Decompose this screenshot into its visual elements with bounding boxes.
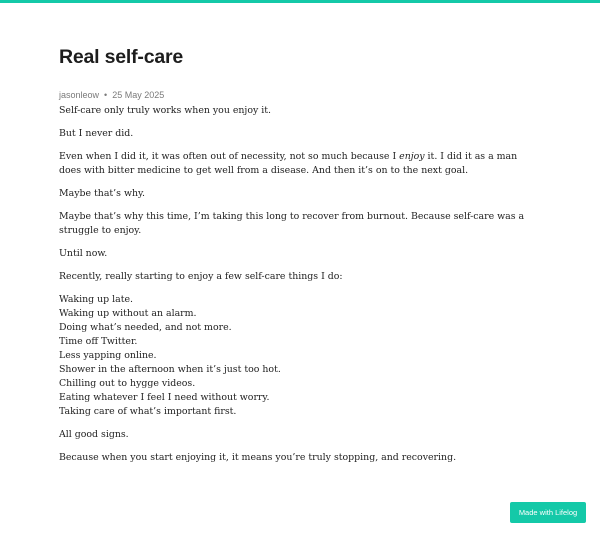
- list-item: Waking up without an alarm.: [59, 308, 197, 319]
- post-content: [59, 104, 539, 465]
- list-item: Chilling out to hygge videos.: [59, 378, 196, 389]
- top-accent-bar: [0, 0, 600, 3]
- paragraph: All good signs.: [59, 429, 129, 440]
- paragraph: Maybe that’s why.: [59, 188, 146, 199]
- list-item: Shower in the afternoon when it’s just too hot.: [59, 364, 281, 375]
- paragraph: Maybe that’s why this time, I’m taking this long to recover from burnout. Because self-care was a struggle to enjoy.: [59, 211, 525, 236]
- paragraph: [59, 150, 539, 178]
- list-item: Eating whatever I feel I need without worry.: [59, 392, 270, 403]
- list-item: Less yapping online.: [59, 350, 157, 361]
- paragraph: Recently, really starting to enjoy a few self-care things I do:: [59, 271, 343, 282]
- paragraph: But I never did.: [59, 128, 134, 139]
- list-item: Waking up late.: [59, 294, 134, 305]
- text-segment: Even when I did it, it was often out of necessity, not so much because I: [59, 151, 400, 162]
- paragraph: Because when you start enjoying it, it means you’re truly stopping, and recovering.: [59, 452, 457, 463]
- post-date: 25 May 2025: [112, 90, 165, 100]
- author-link[interactable]: jasonleow: [59, 90, 100, 100]
- self-care-list: [59, 293, 539, 419]
- paragraph: Until now.: [59, 248, 108, 259]
- text-segment: it. I did it as a man does with bitter medicine to get well from a disease. And then it’s on to the next goal.: [59, 151, 518, 176]
- list-item: Time off Twitter.: [59, 336, 138, 347]
- list-item: Doing what’s needed, and not more.: [59, 322, 232, 333]
- made-with-lifelog-button[interactable]: Made with Lifelog: [510, 502, 586, 523]
- list-item: Taking care of what’s important first.: [59, 406, 237, 417]
- post-article: [59, 44, 539, 474]
- meta-separator: •: [104, 90, 108, 100]
- emphasis-text: enjoy: [399, 151, 425, 162]
- paragraph: Self-care only truly works when you enjoy it.: [59, 105, 272, 116]
- post-meta: [59, 89, 539, 101]
- post-title: Real self-care: [59, 46, 184, 68]
